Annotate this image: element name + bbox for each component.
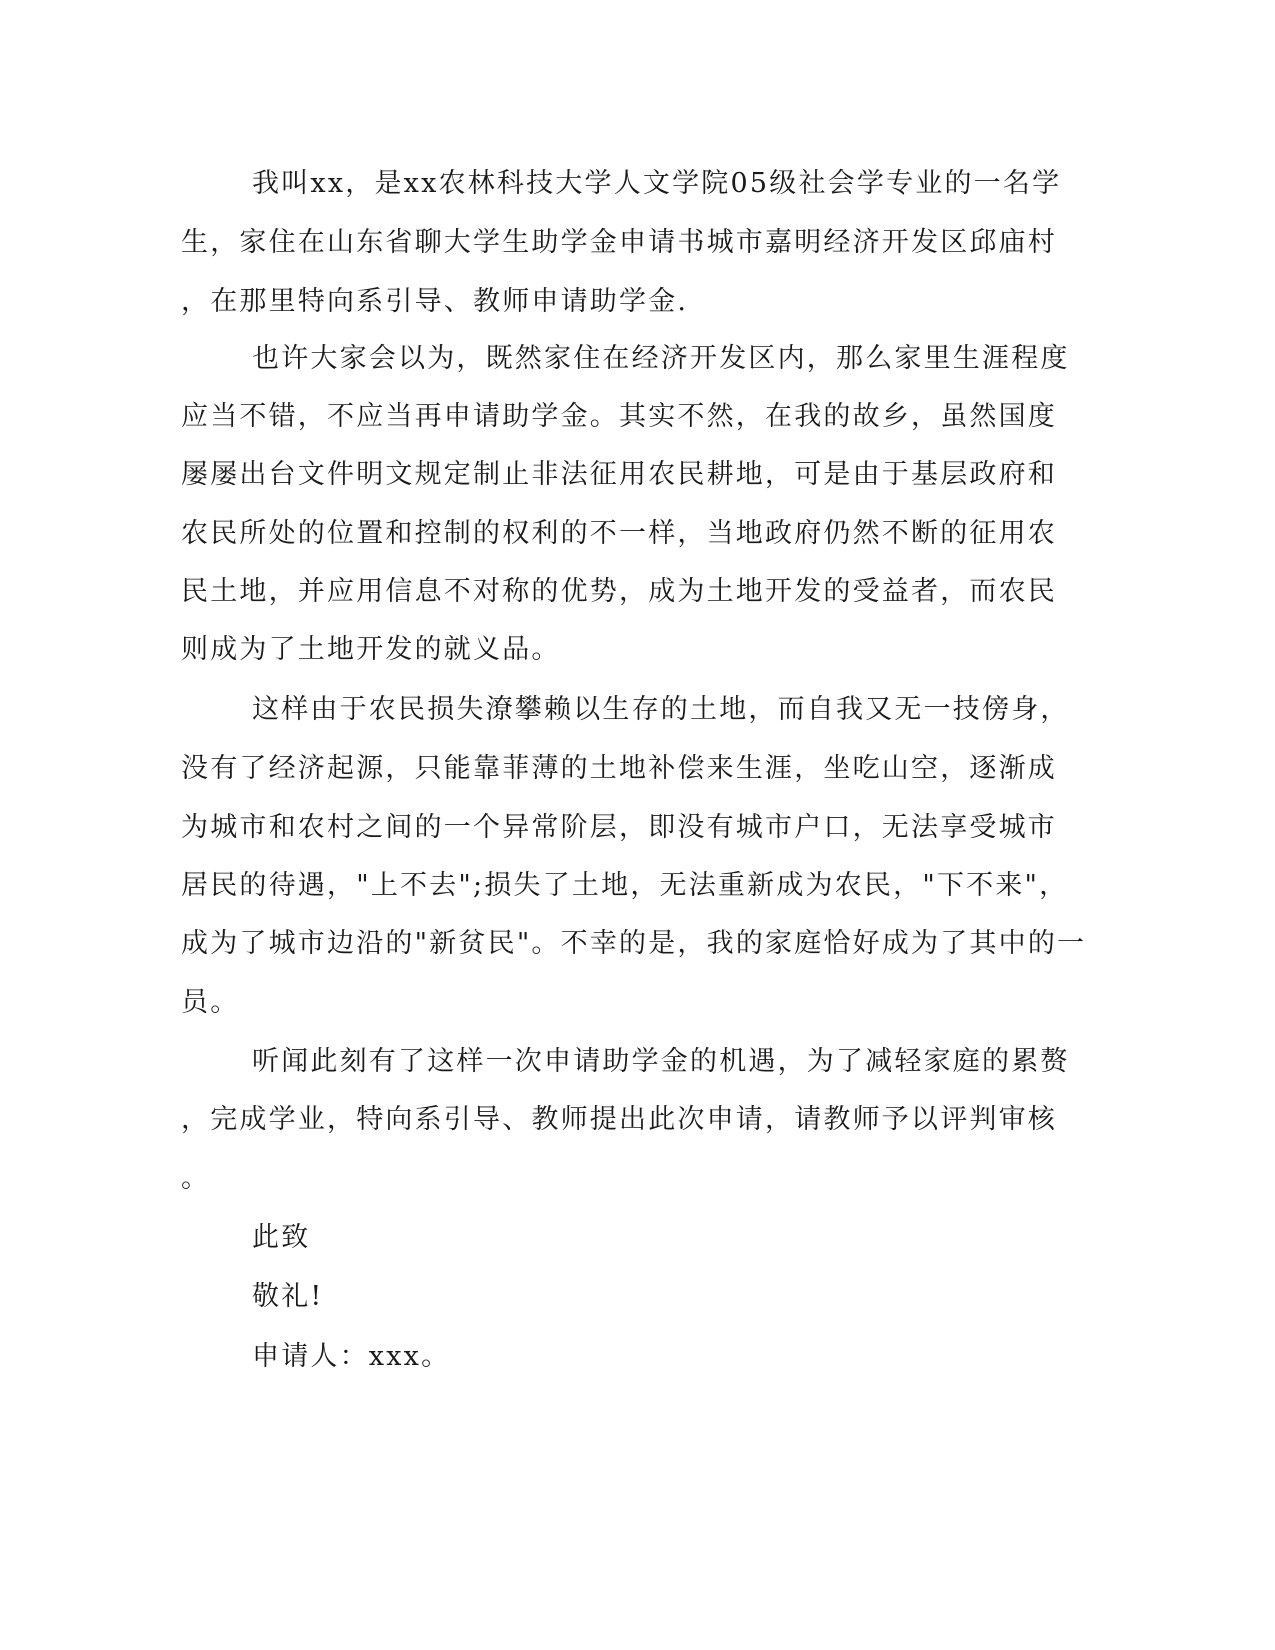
text-line: 也许大家会以为，既然家住在经济开发区内，那么家里生涯程度 <box>252 343 1070 374</box>
applicant-signature: 申请人：xxx。 <box>252 1341 451 1372</box>
text-line: ，在那里特向系引导、教师申请助学金. <box>181 286 689 317</box>
text-line: 听闻此刻有了这样一次申请助学金的机遇，为了减轻家庭的累赘 <box>252 1046 1070 1077</box>
text-line: 。 <box>181 1163 211 1194</box>
text-line: 屡屡出台文件明文规定制止非法征用农民耕地，可是由于基层政府和 <box>181 459 1057 490</box>
text-line: 成为了城市边沿的"新贫民"。不幸的是，我的家庭恰好成为了其中的一 <box>181 928 1087 959</box>
text-line: ，完成学业，特向系引导、教师提出此次申请，请教师予以评判审核 <box>181 1104 1057 1135</box>
closing-salutation: 此致 <box>252 1222 311 1253</box>
closing-regards: 敬礼! <box>252 1281 324 1312</box>
text-line: 我叫xx，是xx农林科技大学人文学院05级社会学专业的一名学 <box>252 168 1062 199</box>
text-line: 没有了经济起源，只能靠菲薄的土地补偿来生涯，坐吃山空，逐渐成 <box>181 753 1057 784</box>
text-line: 农民所处的位置和控制的权利的不一样，当地政府仍然不断的征用农 <box>181 518 1057 549</box>
text-line: 员。 <box>181 987 240 1018</box>
text-line: 生，家住在山东省聊大学生助学金申请书城市嘉明经济开发区邱庙村 <box>181 227 1057 258</box>
text-line: 民土地，并应用信息不对称的优势，成为土地开发的受益者，而农民 <box>181 576 1057 607</box>
text-line: 则成为了土地开发的就义品。 <box>181 634 561 665</box>
text-line: 为城市和农村之间的一个异常阶层，即没有城市户口，无法享受城市 <box>181 812 1057 843</box>
text-line: 这样由于农民损失潦攀赖以生存的土地，而自我又无一技傍身， <box>252 694 1070 725</box>
text-line: 居民的待遇，"上不去";损失了土地，无法重新成为农民，"下不来"， <box>181 870 1069 901</box>
text-line: 应当不错，不应当再申请助学金。其实不然，在我的故乡，虽然国度 <box>181 401 1057 432</box>
